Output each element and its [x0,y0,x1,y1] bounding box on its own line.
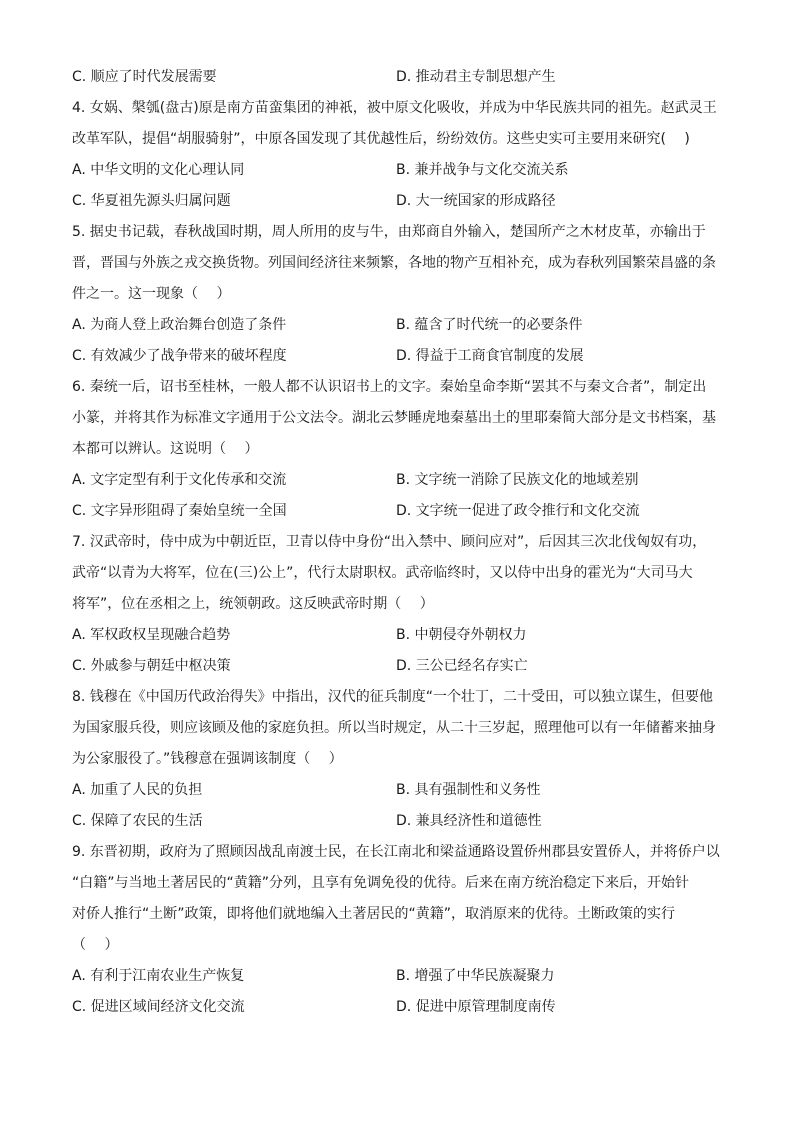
question-stem-line: 本都可以辨认。这说明（ ） [72,441,259,457]
option-c[interactable]: C. 促进区域间经济文化交流 [72,999,245,1015]
question-6 [72,372,722,527]
option-a[interactable]: A. 军权政权呈现融合趋势 [72,627,231,643]
option-b[interactable]: B. 中朝侵夺外朝权力 [396,627,527,643]
question-stem-line: 7. 汉武帝时，侍中成为中朝近臣，卫青以侍中身份“出入禁中、顾问应对”，后因其三次北伐匈奴有功， [72,534,707,550]
option-c[interactable]: C. 外戚参与朝廷中枢决策 [72,658,231,674]
option-row [72,992,722,1023]
option-row [72,806,722,837]
option-a[interactable]: A. 有利于江南农业生产恢复 [72,968,245,984]
option-d[interactable]: D. 三公已经名存实亡 [396,658,528,674]
question-stem-line: 晋，晋国与外族之戎交换货物。列国间经济往来频繁，各地的物产互相补充，成为春秋列国繁荣昌盛的条 [72,255,716,271]
option-row [72,155,722,186]
question-stem-line: 5. 据史书记载，春秋战国时期，周人所用的皮与牛，由郑商自外输入，楚国所产之木材皮革，亦输出于 [72,224,706,240]
option-c[interactable]: C. 顺应了时代发展需要 [72,69,217,85]
prev-question-options [72,62,722,93]
option-row [72,651,722,682]
option-row [72,465,722,496]
question-5 [72,217,722,372]
option-row [72,775,722,806]
option-d[interactable]: D. 推动君主专制思想产生 [396,69,556,85]
option-b[interactable]: B. 文字统一消除了民族文化的地域差别 [396,472,639,488]
option-c[interactable]: C. 保障了农民的生活 [72,813,203,829]
option-row [72,620,722,651]
option-d[interactable]: D. 得益于工商食官制度的发展 [396,348,584,364]
option-row [72,341,722,372]
option-row [72,186,722,217]
question-4 [72,93,722,217]
question-stem-line: “白籍”与当地土著居民的“黄籍”分列，且享有免调免役的优待。后来在南方统治稳定下来后，开始针 [72,875,690,891]
question-stem-line: 件之一。这一现象（ ） [72,286,231,302]
option-d[interactable]: D. 文字统一促进了政令推行和文化交流 [396,503,640,519]
question-stem-line: 8. 钱穆在《中国历代政治得失》中指出，汉代的征兵制度“一个壮丁，二十受田，可以独立谋生，但要他 [72,689,714,705]
question-8 [72,682,722,837]
option-d[interactable]: D. 促进中原管理制度南传 [396,999,556,1015]
option-b[interactable]: B. 蕴含了时代统一的必要条件 [396,317,583,333]
option-c[interactable]: C. 有效减少了战争带来的破坏程度 [72,348,287,364]
option-b[interactable]: B. 兼并战争与文化交流关系 [396,162,569,178]
option-c[interactable]: C. 华夏祖先源头归属问题 [72,193,231,209]
question-stem-line: 对侨人推行“土断”政策，即将他们就地编入土著居民的“黄籍”，取消原来的优待。土断政策的实行 [72,906,676,922]
question-stem-line: 为国家服兵役，则应该顾及他的家庭负担。所以当时规定，从二十三岁起，照理他可以有一年储蓄来抽身 [72,720,716,736]
option-row [72,496,722,527]
question-stem-line: 将军”，位在丞相之上，统领朝政。这反映武帝时期（ ） [72,596,434,612]
option-row [72,310,722,341]
question-stem-line: 9. 东晋初期，政府为了照顾因战乱南渡士民，在长江南北和梁益通路设置侨州郡县安置侨人，并将侨户以 [72,844,720,860]
question-stem-line: 武帝“以青为大将军，位在(三)公上”，代行太尉职权。武帝临终时，又以侍中出身的霍光为“大司马大 [72,565,693,581]
question-stem-line: （ ） [72,937,119,953]
question-stem-line: 4. 女娲、槃瓠(盘古)原是南方苗蛮集团的神祇，被中原文化吸收，并成为中华民族共同的祖先。赵武灵王 [72,100,717,116]
question-7 [72,527,722,682]
question-9 [72,837,722,1023]
option-c[interactable]: C. 文字异形阻碍了秦始皇统一全国 [72,503,287,519]
question-stem-line: 为公家服役了。”钱穆意在强调该制度（ ） [72,751,343,767]
option-d[interactable]: D. 大一统国家的形成路径 [396,193,556,209]
option-a[interactable]: A. 加重了人民的负担 [72,782,203,798]
question-stem-line: 6. 秦统一后，诏书至桂林，一般人都不认识诏书上的文字。秦始皇命李斯“罢其不与秦文合者”，制定出 [72,379,707,395]
option-a[interactable]: A. 中华文明的文化心理认同 [72,162,245,178]
option-d[interactable]: D. 兼具经济性和道德性 [396,813,542,829]
option-row [72,961,722,992]
option-a[interactable]: A. 为商人登上政治舞台创造了条件 [72,317,287,333]
option-a[interactable]: A. 文字定型有利于文化传承和交流 [72,472,287,488]
exam-page [72,62,722,1023]
question-list [72,93,722,1023]
question-stem-line: 小篆，并将其作为标准文字通用于公文法令。湖北云梦睡虎地秦墓出土的里耶秦简大部分是文书档案，基 [72,410,716,426]
option-b[interactable]: B. 具有强制性和义务性 [396,782,541,798]
option-b[interactable]: B. 增强了中华民族凝聚力 [396,968,555,984]
question-stem-line: 改革军队，提倡“胡服骑射”，中原各国发现了其优越性后，纷纷效仿。这些史实可主要用来研究( ) [72,131,690,147]
